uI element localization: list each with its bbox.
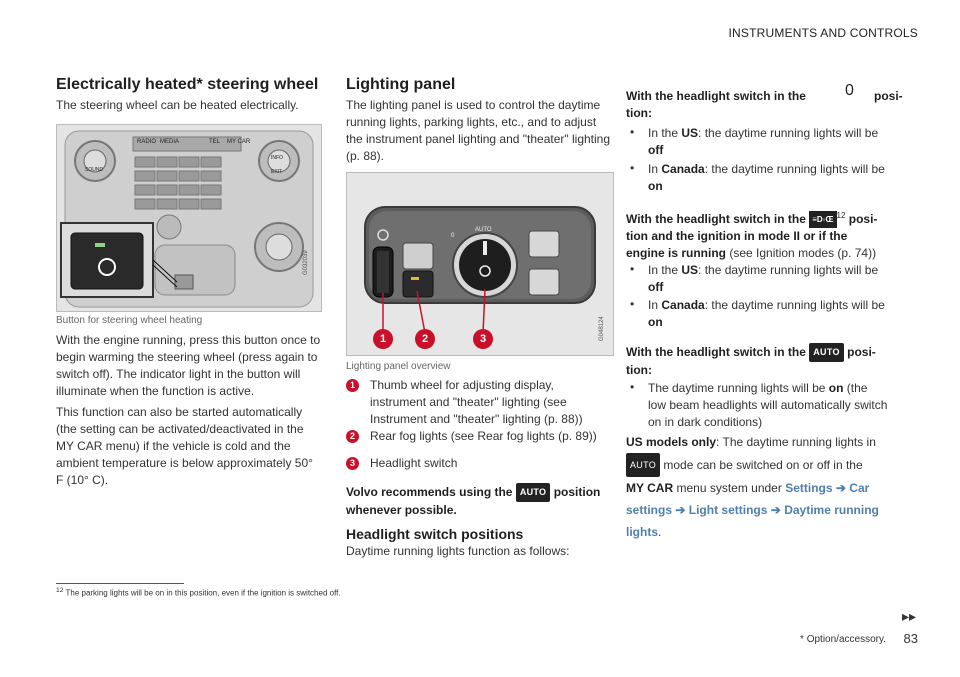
menu-under: menu system under bbox=[676, 481, 782, 495]
legend-item bbox=[346, 455, 612, 472]
s3-b-pre: The daytime running lights will be bbox=[648, 381, 826, 395]
console-label-info: INFO bbox=[271, 155, 283, 161]
legend-num-2: 2 bbox=[346, 430, 359, 443]
legend-num-1: 1 bbox=[346, 379, 359, 392]
menu-path-car-settings[interactable]: settings bbox=[626, 503, 673, 517]
console-label-tel: TEL bbox=[209, 139, 221, 145]
arrow-right-icon: ➔ bbox=[675, 503, 686, 517]
s2-ca-val: on bbox=[648, 315, 663, 329]
figure-code: G032039 bbox=[303, 250, 309, 275]
s1-us-mid: : the daytime running lights will be bbox=[698, 126, 879, 140]
rec-pre: Volvo recommends using the bbox=[346, 485, 513, 499]
lighting-panel-heading: Lighting panel bbox=[346, 76, 456, 93]
parking-light-icon: ≡D◦Œ bbox=[809, 211, 836, 228]
s3-b-rest1: (the bbox=[846, 381, 868, 395]
console-label-mycar: MY CAR bbox=[227, 139, 251, 145]
lighting-figure-caption: Lighting panel overview bbox=[346, 361, 451, 372]
menu-path-settings[interactable]: Settings bbox=[785, 481, 833, 495]
arrow-right-icon: ➔ bbox=[835, 481, 846, 495]
panel-auto-label: AUTO bbox=[475, 227, 492, 233]
s1-ca-pre: In bbox=[648, 162, 659, 176]
console-label-sound: SOUND bbox=[85, 167, 104, 173]
s2-us-mid: : the daytime running lights will be bbox=[698, 263, 879, 277]
footnote-text: The parking lights will be on in this position, even if the ignition is switched off. bbox=[65, 588, 341, 598]
s1-heading bbox=[626, 88, 806, 105]
s2-post: posi- bbox=[848, 212, 878, 226]
bullet-dot: • bbox=[630, 125, 635, 139]
legend-text-2: Rear fog lights (see Rear fog lights (p. 89)) bbox=[370, 429, 597, 443]
s2-heading bbox=[626, 207, 916, 262]
s1-post: posi- bbox=[874, 89, 903, 103]
legend-item bbox=[346, 377, 612, 428]
bullet-dot: • bbox=[630, 262, 635, 276]
legend-text-1: Thumb wheel for adjusting display, instrument and "theater" lighting (see Instrument and "theater" lighting (p. 88)) bbox=[370, 378, 583, 426]
s3-b-on: on bbox=[828, 381, 844, 395]
s1-us-label: US bbox=[681, 126, 699, 140]
s2-ca-mid: : the daytime running lights will be bbox=[704, 298, 885, 312]
steering-paragraph-2: This function can also be started automatically (the setting can be activated/deactivated in the MY CAR menu) if the vehicle is cold and the ambient temperature is below approximately 50° F (10° C). bbox=[56, 405, 313, 487]
s1-ca-label: Canada bbox=[661, 162, 705, 176]
path-end: . bbox=[658, 525, 662, 539]
s1-post2: tion: bbox=[626, 106, 652, 120]
s2-sup: 12 bbox=[836, 211, 846, 220]
s2-us-pre: In the bbox=[648, 263, 679, 277]
us-label: US models only bbox=[626, 435, 717, 449]
steering-paragraph-1: With the engine running, press this button once to begin warming the steering wheel (press again to switch off). The indicator light in the button will illuminate when the function is active. bbox=[56, 333, 321, 398]
lighting-panel-figure bbox=[346, 172, 614, 356]
lighting-panel-intro: The lighting panel is used to control the daytime running lights, parking lights, etc., and to adjust the instrument panel lighting and "theater" lighting (p. 88). bbox=[346, 98, 611, 163]
legend-num-3: 3 bbox=[346, 457, 359, 470]
s2-bullet-canada bbox=[648, 297, 908, 331]
s2-line3-rest: (see Ignition modes (p. 74)) bbox=[729, 246, 877, 260]
steering-wheel-figure bbox=[56, 124, 322, 312]
page-header: INSTRUMENTS AND CONTROLS bbox=[728, 26, 918, 40]
s3-pre: With the headlight switch in the bbox=[626, 345, 806, 359]
s1-bullet-us bbox=[648, 125, 908, 159]
s2-ca-pre: In bbox=[648, 298, 659, 312]
headlight-positions-heading: Headlight switch positions bbox=[346, 526, 524, 542]
console-label-media: MEDIA bbox=[160, 139, 180, 145]
legend-text-3: Headlight switch bbox=[370, 456, 458, 470]
auto-recommendation bbox=[346, 483, 612, 519]
s2-us-label: US bbox=[681, 263, 699, 277]
option-note: * Option/accessory. bbox=[800, 634, 886, 645]
menu-path-light-settings[interactable]: Light settings bbox=[688, 503, 768, 517]
us-models-paragraph bbox=[626, 431, 916, 543]
steering-figure-caption: Button for steering wheel heating bbox=[56, 315, 203, 326]
s3-post: posi- bbox=[847, 345, 876, 359]
s1-ca-mid: : the daytime running lights will be bbox=[704, 162, 885, 176]
s3-b-rest3: on in dark conditions) bbox=[648, 415, 763, 429]
figure-code-2: G048124 bbox=[599, 316, 605, 341]
s2-us-val: off bbox=[648, 280, 664, 294]
s1-ca-val: on bbox=[648, 179, 663, 193]
s2-line3: engine is running bbox=[626, 246, 727, 260]
zero-symbol: 0 bbox=[845, 82, 854, 99]
auto-badge: AUTO bbox=[516, 483, 551, 502]
s2-line2: tion and the ignition in mode II or if the bbox=[626, 229, 848, 243]
us-line2: mode can be switched on or off in the bbox=[663, 458, 863, 472]
footnote-divider bbox=[56, 583, 184, 584]
headlight-positions-intro: Daytime running lights function as follows: bbox=[346, 544, 570, 558]
s2-ca-label: Canada bbox=[661, 298, 705, 312]
page-number: 83 bbox=[903, 631, 918, 646]
menu-path-lights[interactable]: lights bbox=[626, 525, 658, 539]
console-label-radio: RADIO bbox=[137, 139, 157, 145]
s2-bullet-us bbox=[648, 262, 908, 296]
callout-3: 3 bbox=[479, 333, 487, 345]
legend-item bbox=[346, 428, 612, 445]
footnote bbox=[56, 587, 341, 598]
callout-1: 1 bbox=[379, 333, 387, 345]
s1-pre: With the headlight switch in the bbox=[626, 89, 806, 103]
s3-b-rest2: low beam headlights will automatically switch bbox=[648, 398, 888, 412]
s3-auto-badge: AUTO bbox=[809, 343, 844, 362]
arrow-right-icon: ➔ bbox=[770, 503, 781, 517]
rec-post: position whenever possible. bbox=[346, 485, 601, 517]
us-rest: : The daytime running lights in bbox=[716, 435, 876, 449]
menu-path-daytime-running[interactable]: Daytime running bbox=[784, 503, 879, 517]
callout-2: 2 bbox=[421, 333, 429, 345]
bullet-dot: • bbox=[630, 297, 635, 311]
s3-post2: tion: bbox=[626, 363, 652, 377]
mycar-label: MY CAR bbox=[626, 481, 674, 495]
console-label-exit: EXIT bbox=[271, 169, 283, 175]
steering-heating-heading: Electrically heated* steering wheel bbox=[56, 76, 319, 93]
bullet-dot: • bbox=[630, 380, 635, 394]
bullet-dot: • bbox=[630, 161, 635, 175]
steering-heating-intro: The steering wheel can be heated electrically. bbox=[56, 98, 299, 112]
console-illustration bbox=[57, 125, 321, 311]
s1-bullet-canada bbox=[648, 161, 908, 195]
s3-heading bbox=[626, 343, 916, 379]
menu-path-car[interactable]: Car bbox=[849, 481, 870, 495]
next-page-arrows-icon[interactable]: ▸▸ bbox=[901, 608, 916, 624]
lighting-panel-illustration bbox=[347, 173, 613, 355]
panel-zero-label: 0 bbox=[451, 233, 455, 239]
footnote-num: 12 bbox=[56, 587, 64, 594]
us-auto-badge: AUTO bbox=[626, 453, 660, 477]
s1-us-pre: In the bbox=[648, 126, 679, 140]
s2-pre: With the headlight switch in the bbox=[626, 212, 806, 226]
s1-us-val: off bbox=[648, 143, 664, 157]
s3-bullet bbox=[648, 380, 910, 431]
